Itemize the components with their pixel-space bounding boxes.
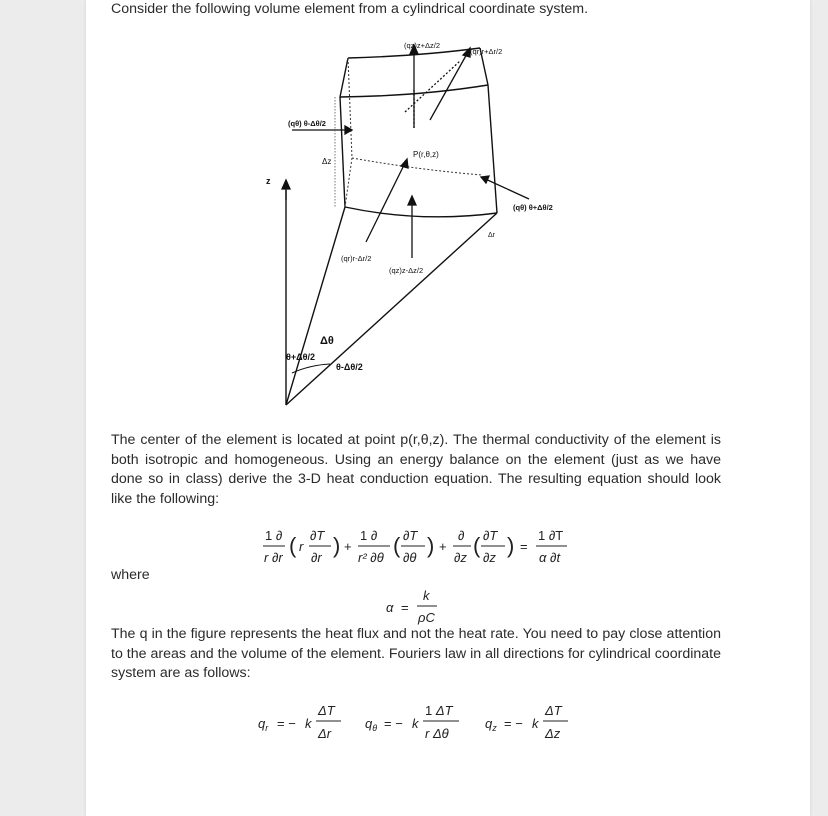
label-qtheta-right: (qθ) θ+Δθ/2 bbox=[513, 203, 553, 212]
svg-text:∂T: ∂T bbox=[310, 528, 325, 543]
svg-text:r Δθ: r Δθ bbox=[425, 726, 449, 741]
svg-text:r² ∂θ: r² ∂θ bbox=[358, 550, 384, 565]
svg-text:= −: = − bbox=[384, 716, 403, 731]
svg-text:=: = bbox=[520, 539, 528, 554]
label-qr-bottom: (qr)r-Δr/2 bbox=[341, 254, 372, 263]
svg-text:Δz: Δz bbox=[545, 726, 561, 741]
svg-text:ρC: ρC bbox=[418, 610, 435, 625]
svg-text:∂T: ∂T bbox=[483, 528, 498, 543]
label-delta-theta: Δθ bbox=[320, 335, 334, 347]
label-qz-bottom: (qz)z-Δz/2 bbox=[389, 266, 424, 275]
svg-text:r: r bbox=[299, 539, 304, 554]
svg-text:qθ: $q_\theta$ bbox=[365, 716, 378, 733]
paragraph-center-element: The center of the element is located at point p(r,θ,z). The thermal conductivity of the element is both isotropic and homogeneous. Using an energy balance on the element (just as we have done so in class) derive the 3-D heat conduction equation. The resulting equation should look like the following: bbox=[111, 432, 721, 507]
label-qr-top: (qr)r+Δr/2 bbox=[470, 47, 503, 56]
label-z-axis: z bbox=[266, 176, 271, 186]
svg-text:+: + bbox=[439, 539, 447, 554]
svg-text:k: k bbox=[412, 716, 419, 731]
svg-text:1 ΔT: 1 ΔT bbox=[425, 703, 453, 718]
svg-text:= −: = − bbox=[504, 716, 523, 731]
svg-text:(: ( bbox=[289, 533, 297, 558]
svg-text:α ∂t: α ∂t bbox=[539, 550, 561, 565]
svg-text:k: k bbox=[423, 588, 430, 603]
svg-text:(: ( bbox=[473, 533, 481, 558]
svg-text:qr: $q_r$ bbox=[258, 716, 269, 733]
label-delta-r: Δr bbox=[488, 232, 496, 239]
label-point-p: P(r,θ,z) bbox=[413, 150, 439, 159]
heat-conduction-equation bbox=[255, 522, 575, 572]
svg-text:∂r: ∂r bbox=[311, 550, 322, 565]
svg-text:Δr: Δr bbox=[318, 726, 332, 741]
alpha-definition-equation bbox=[384, 585, 444, 627]
svg-text:(: ( bbox=[393, 533, 401, 558]
svg-text:= −: = − bbox=[277, 716, 296, 731]
label-theta-minus: θ-Δθ/2 bbox=[336, 362, 363, 372]
svg-text:ΔT: ΔT bbox=[545, 703, 562, 718]
label-qtheta-left: (qθ) θ-Δθ/2 bbox=[288, 119, 326, 128]
label-theta-plus: θ+Δθ/2 bbox=[286, 352, 315, 362]
svg-text:1 ∂: 1 ∂ bbox=[360, 528, 378, 543]
svg-text:k: k bbox=[305, 716, 312, 731]
svg-text:r ∂r: r ∂r bbox=[264, 550, 283, 565]
svg-text:k: k bbox=[532, 716, 539, 731]
svg-text:): ) bbox=[333, 533, 341, 558]
svg-text:=: = bbox=[401, 600, 409, 615]
svg-text:1 ∂T: 1 ∂T bbox=[538, 528, 564, 543]
svg-text:α: α bbox=[386, 600, 394, 615]
svg-text:): ) bbox=[507, 533, 515, 558]
svg-text:+: + bbox=[344, 539, 352, 554]
label-delta-z: Δz bbox=[322, 157, 332, 166]
paragraph-heat-flux: The q in the figure represents the heat flux and not the heat rate. You need to pay close attention to the areas and the volume of the element. Fouriers law in all directions for cylindrical coordinate system are as follows: bbox=[111, 626, 721, 681]
svg-text:ΔT: ΔT bbox=[318, 703, 335, 718]
svg-text:1 ∂: 1 ∂ bbox=[265, 528, 283, 543]
svg-text:∂: ∂ bbox=[458, 528, 465, 543]
svg-text:∂T: ∂T bbox=[403, 528, 418, 543]
svg-text:qz: $q_z$ bbox=[485, 716, 497, 733]
svg-text:∂θ: ∂θ bbox=[403, 550, 417, 565]
svg-text:∂z: ∂z bbox=[483, 550, 496, 565]
where-label: where bbox=[111, 567, 150, 583]
fourier-law-equations bbox=[255, 700, 575, 746]
label-qz-top: (qz)z+Δz/2 bbox=[404, 41, 441, 50]
svg-text:): ) bbox=[427, 533, 435, 558]
intro-text: Consider the following volume element from a cylindrical coordinate system. bbox=[111, 1, 589, 17]
svg-text:∂z: ∂z bbox=[454, 550, 467, 565]
